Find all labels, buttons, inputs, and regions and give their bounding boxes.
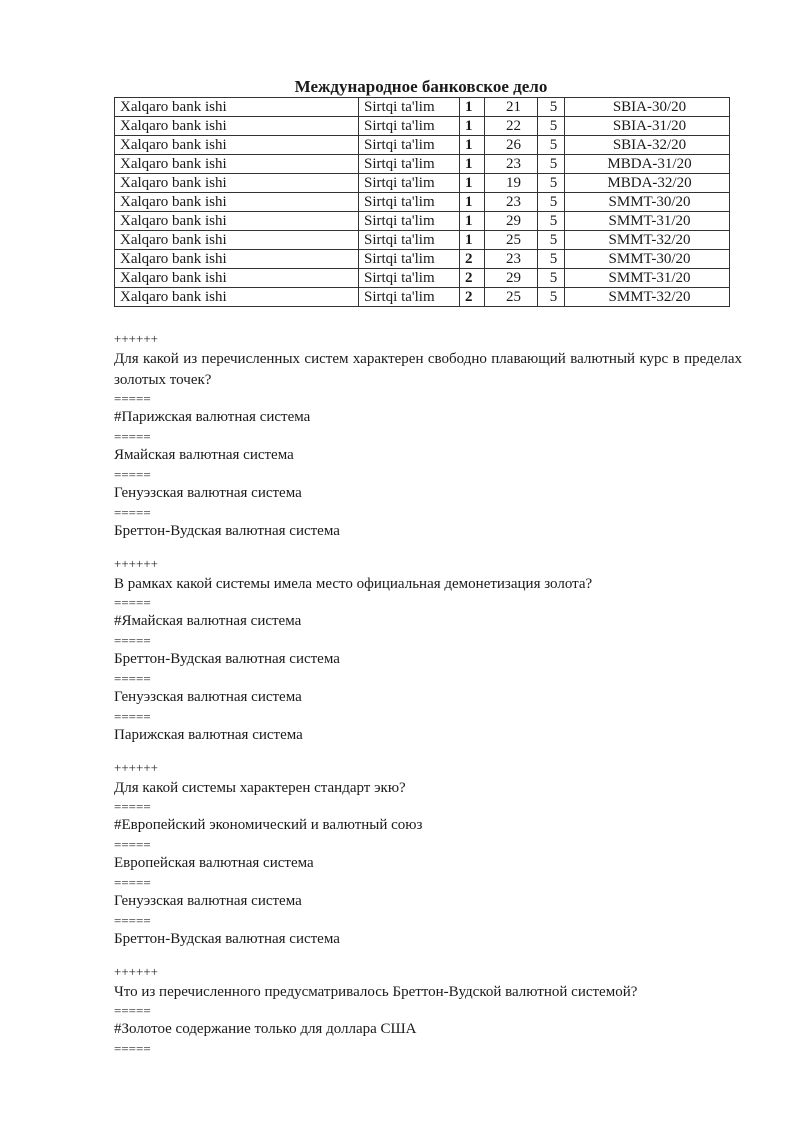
student-count-cell: 22 <box>485 117 538 136</box>
semester-cell: 2 <box>460 288 485 307</box>
study-form-cell: Sirtqi ta'lim <box>359 98 460 117</box>
student-count-cell: 23 <box>485 155 538 174</box>
answer-separator: ===== <box>114 875 151 890</box>
group-cell: SBIA-30/20 <box>565 98 730 117</box>
table-row <box>115 98 730 117</box>
question-block <box>114 331 742 542</box>
answer-option: #Европейский экономический и валютный союз <box>114 817 423 833</box>
question-text: В рамках какой системы имела место официальная демонетизация золота? <box>114 576 593 592</box>
table-row <box>115 174 730 193</box>
table-row <box>115 193 730 212</box>
credits-cell: 5 <box>538 174 565 193</box>
answer-separator: ===== <box>114 1041 151 1056</box>
credits-cell: 5 <box>538 212 565 231</box>
credits-cell: 5 <box>538 193 565 212</box>
study-form-cell: Sirtqi ta'lim <box>359 231 460 250</box>
semester-cell: 1 <box>460 98 485 117</box>
answer-separator: ===== <box>114 913 151 928</box>
group-cell: SBIA-32/20 <box>565 136 730 155</box>
table-row <box>115 250 730 269</box>
answer-option: Парижская валютная система <box>114 727 303 743</box>
student-count-cell: 21 <box>485 98 538 117</box>
subject-cell: Xalqaro bank ishi <box>115 288 359 307</box>
credits-cell: 5 <box>538 250 565 269</box>
study-form-cell: Sirtqi ta'lim <box>359 136 460 155</box>
group-cell: SMMT-32/20 <box>565 288 730 307</box>
table-row <box>115 136 730 155</box>
table-row <box>115 231 730 250</box>
answer-option: Бреттон-Вудская валютная система <box>114 931 340 947</box>
semester-cell: 1 <box>460 136 485 155</box>
study-form-cell: Sirtqi ta'lim <box>359 117 460 136</box>
semester-cell: 1 <box>460 193 485 212</box>
study-form-cell: Sirtqi ta'lim <box>359 193 460 212</box>
question-marker: ++++++ <box>114 760 158 775</box>
student-count-cell: 23 <box>485 193 538 212</box>
credits-cell: 5 <box>538 117 565 136</box>
question-text: Для какой системы характерен стандарт экю? <box>114 780 406 796</box>
answer-option: Европейская валютная система <box>114 855 314 871</box>
answer-option: Бреттон-Вудская валютная система <box>114 523 340 539</box>
question-text: Что из перечисленного предусматривалось Бреттон-Вудской валютной системой? <box>114 984 638 1000</box>
table-row <box>115 117 730 136</box>
answer-option: Генуэзская валютная система <box>114 893 302 909</box>
student-count-cell: 25 <box>485 231 538 250</box>
student-count-cell: 29 <box>485 212 538 231</box>
subject-cell: Xalqaro bank ishi <box>115 269 359 288</box>
answer-option: #Парижская валютная система <box>114 409 311 425</box>
student-count-cell: 23 <box>485 250 538 269</box>
question-text: Для какой из перечисленных систем характерен свободно плавающий валютный курс в пределах золотых точек? <box>114 351 742 388</box>
answer-separator: ===== <box>114 429 151 444</box>
student-count-cell: 19 <box>485 174 538 193</box>
subject-cell: Xalqaro bank ishi <box>115 155 359 174</box>
answer-option: #Золотое содержание только для доллара США <box>114 1021 417 1037</box>
semester-cell: 1 <box>460 117 485 136</box>
table-row <box>115 212 730 231</box>
answer-separator: ===== <box>114 671 151 686</box>
group-cell: MBDA-32/20 <box>565 174 730 193</box>
answer-option: Генуэзская валютная система <box>114 485 302 501</box>
answer-separator: ===== <box>114 467 151 482</box>
semester-cell: 1 <box>460 155 485 174</box>
course-table <box>114 97 730 307</box>
answer-option: Генуэзская валютная система <box>114 689 302 705</box>
answer-option: #Ямайская валютная система <box>114 613 302 629</box>
group-cell: SMMT-32/20 <box>565 231 730 250</box>
group-cell: SMMT-31/20 <box>565 212 730 231</box>
question-marker: ++++++ <box>114 964 158 979</box>
group-cell: SMMT-30/20 <box>565 193 730 212</box>
answer-separator: ===== <box>114 391 151 406</box>
answer-separator: ===== <box>114 709 151 724</box>
question-marker: ++++++ <box>114 556 158 571</box>
credits-cell: 5 <box>538 288 565 307</box>
study-form-cell: Sirtqi ta'lim <box>359 174 460 193</box>
subject-cell: Xalqaro bank ishi <box>115 174 359 193</box>
subject-cell: Xalqaro bank ishi <box>115 117 359 136</box>
semester-cell: 1 <box>460 212 485 231</box>
study-form-cell: Sirtqi ta'lim <box>359 212 460 231</box>
group-cell: SMMT-30/20 <box>565 250 730 269</box>
study-form-cell: Sirtqi ta'lim <box>359 250 460 269</box>
credits-cell: 5 <box>538 269 565 288</box>
question-list <box>114 331 742 1070</box>
answer-separator: ===== <box>114 505 151 520</box>
answer-separator: ===== <box>114 1003 151 1018</box>
semester-cell: 1 <box>460 174 485 193</box>
credits-cell: 5 <box>538 98 565 117</box>
answer-separator: ===== <box>114 799 151 814</box>
subject-cell: Xalqaro bank ishi <box>115 136 359 155</box>
table-row <box>115 288 730 307</box>
study-form-cell: Sirtqi ta'lim <box>359 288 460 307</box>
question-block <box>114 556 742 746</box>
page-title: Международное банковское дело <box>294 77 548 96</box>
subject-cell: Xalqaro bank ishi <box>115 250 359 269</box>
question-marker: ++++++ <box>114 331 158 346</box>
question-block <box>114 964 742 1056</box>
question-block <box>114 760 742 950</box>
subject-cell: Xalqaro bank ishi <box>115 231 359 250</box>
subject-cell: Xalqaro bank ishi <box>115 193 359 212</box>
answer-separator: ===== <box>114 837 151 852</box>
answer-separator: ===== <box>114 595 151 610</box>
student-count-cell: 29 <box>485 269 538 288</box>
student-count-cell: 26 <box>485 136 538 155</box>
semester-cell: 2 <box>460 269 485 288</box>
study-form-cell: Sirtqi ta'lim <box>359 155 460 174</box>
table-row <box>115 155 730 174</box>
group-cell: SMMT-31/20 <box>565 269 730 288</box>
subject-cell: Xalqaro bank ishi <box>115 98 359 117</box>
semester-cell: 2 <box>460 250 485 269</box>
answer-separator: ===== <box>114 633 151 648</box>
study-form-cell: Sirtqi ta'lim <box>359 269 460 288</box>
credits-cell: 5 <box>538 136 565 155</box>
student-count-cell: 25 <box>485 288 538 307</box>
group-cell: SBIA-31/20 <box>565 117 730 136</box>
subject-cell: Xalqaro bank ishi <box>115 212 359 231</box>
credits-cell: 5 <box>538 231 565 250</box>
group-cell: MBDA-31/20 <box>565 155 730 174</box>
credits-cell: 5 <box>538 155 565 174</box>
answer-option: Бреттон-Вудская валютная система <box>114 651 340 667</box>
table-row <box>115 269 730 288</box>
answer-option: Ямайская валютная система <box>114 447 294 463</box>
semester-cell: 1 <box>460 231 485 250</box>
